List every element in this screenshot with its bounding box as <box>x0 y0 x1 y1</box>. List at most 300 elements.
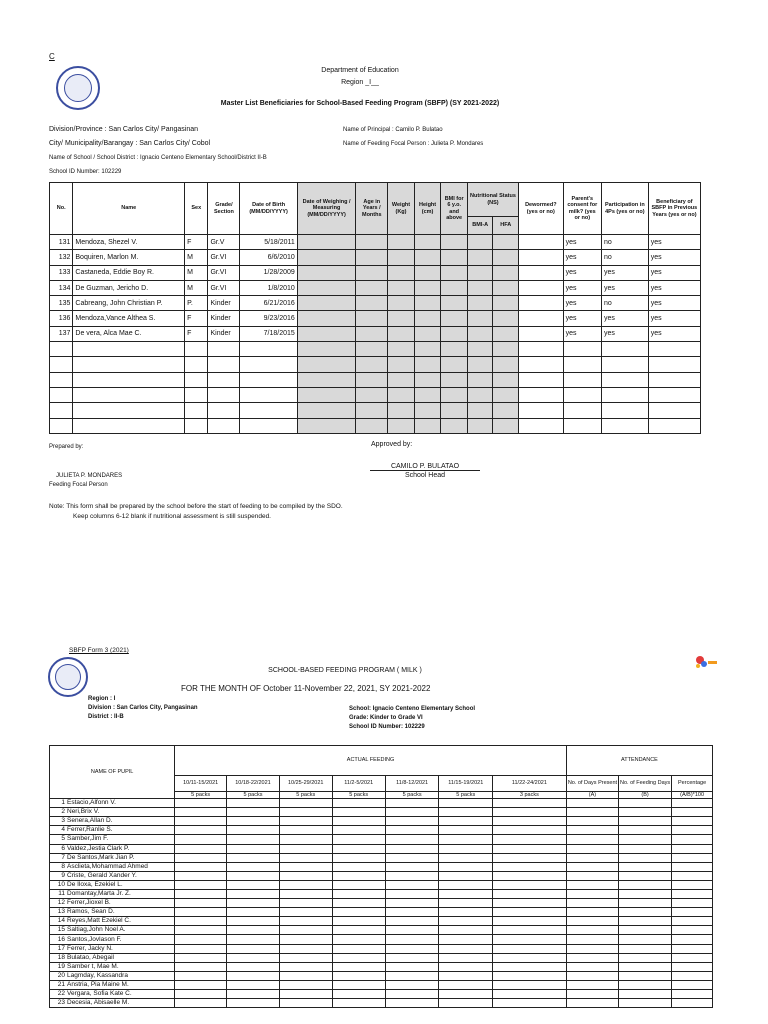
cell-empty <box>279 835 332 844</box>
prepared-by-label: Prepared by: <box>49 444 84 450</box>
pupil-number: 11 <box>58 890 65 898</box>
cell-empty <box>385 899 439 908</box>
cell-empty <box>385 844 439 853</box>
cell-empty <box>73 372 185 387</box>
division-label: Division : San Carlos City, Pangasinan <box>88 705 198 711</box>
packs-header: 5 packs <box>439 792 492 799</box>
pupil-number: 19 <box>57 962 65 970</box>
cell-empty <box>356 265 388 280</box>
cell-empty <box>388 403 415 418</box>
cell-empty <box>672 835 713 844</box>
cell-empty <box>619 962 672 971</box>
pupil-name: Criste, Gerald Xander Y. <box>67 871 137 879</box>
table-row-empty <box>50 357 701 372</box>
cell-empty <box>227 862 280 871</box>
cell-empty <box>439 935 492 944</box>
cell-empty <box>619 880 672 889</box>
cell-empty <box>566 808 618 817</box>
header-previous: Beneficiary of SBFP in Previous Years (yes or no) <box>648 183 700 235</box>
pupil-name: Samber t, Mae M. <box>67 962 119 970</box>
cell-empty <box>492 953 566 962</box>
municipality-line: City/ Municipality/Barangay : San Carlos City/ Cobol <box>49 140 211 147</box>
cell-empty <box>385 917 439 926</box>
cell-empty <box>619 862 672 871</box>
cell-empty <box>619 835 672 844</box>
cell-sex: M <box>185 265 208 280</box>
cell-empty <box>385 990 439 999</box>
cell-empty <box>175 908 227 917</box>
cell-empty <box>441 387 468 402</box>
cell-empty <box>227 953 280 962</box>
cell-empty <box>414 296 441 311</box>
cell-empty <box>297 372 356 387</box>
cell-empty <box>492 844 566 853</box>
cell-empty <box>492 871 566 880</box>
table-row <box>50 265 701 280</box>
deped-seal-icon-2 <box>48 657 88 697</box>
attendance-header: Percentage <box>672 776 713 792</box>
cell-empty <box>441 296 468 311</box>
cell-empty <box>566 844 618 853</box>
cell-empty <box>388 265 415 280</box>
cell-empty <box>332 962 385 971</box>
cell-empty <box>518 235 563 250</box>
pupil-name: Valdez,Jestia Clark P. <box>67 844 130 852</box>
cell-empty <box>279 799 332 808</box>
pupil-number: 21 <box>57 980 65 988</box>
table-row-empty <box>50 372 701 387</box>
cell-empty <box>566 889 618 898</box>
cell-empty <box>332 862 385 871</box>
pupil-name-cell <box>50 799 175 808</box>
cell-empty <box>50 372 73 387</box>
cell-dob: 6/21/2016 <box>240 296 297 311</box>
header-no: No. <box>50 183 73 235</box>
cell-empty <box>332 944 385 953</box>
pupil-row <box>50 889 713 898</box>
pupil-name-cell <box>50 917 175 926</box>
cell-empty <box>385 826 439 835</box>
cell-empty <box>492 917 566 926</box>
principal-line: Name of Principal : Camilo P. Bulatao <box>343 127 443 133</box>
pupil-number: 1 <box>61 799 65 807</box>
cell-empty <box>493 372 519 387</box>
pupil-row <box>50 917 713 926</box>
cell-empty <box>414 387 441 402</box>
attendance-header: No. of Feeding Days <box>619 776 672 792</box>
attendance-subheader: (B) <box>619 792 672 799</box>
cell-empty <box>356 418 388 433</box>
cell-empty <box>388 372 415 387</box>
cell-grade: Gr.VI <box>208 265 240 280</box>
cell-empty <box>240 418 297 433</box>
cell-empty <box>385 880 439 889</box>
cell-empty <box>227 935 280 944</box>
cell-fourps: yes <box>601 326 648 341</box>
cell-empty <box>297 235 356 250</box>
cell-empty <box>566 999 618 1008</box>
cell-empty <box>518 357 563 372</box>
district-label: District : II-B <box>88 714 124 720</box>
cell-empty <box>672 808 713 817</box>
cell-empty <box>467 265 493 280</box>
cell-empty <box>441 418 468 433</box>
cell-empty <box>672 944 713 953</box>
pupil-name: Saltiag,John Noel A. <box>67 926 126 934</box>
cell-empty <box>279 917 332 926</box>
cell-empty <box>467 296 493 311</box>
cell-previous: yes <box>648 235 700 250</box>
cell-empty <box>492 817 566 826</box>
pupil-name-cell <box>50 835 175 844</box>
pupil-row <box>50 862 713 871</box>
cell-empty <box>175 880 227 889</box>
header-dewormed: Dewormed? (yes or no) <box>518 183 563 235</box>
cell-empty <box>566 817 618 826</box>
cell-consent: yes <box>563 296 601 311</box>
cell-empty <box>297 326 356 341</box>
cell-empty <box>388 342 415 357</box>
cell-empty <box>439 835 492 844</box>
cell-empty <box>439 817 492 826</box>
cell-empty <box>185 342 208 357</box>
cell-sex: F <box>185 235 208 250</box>
cell-no: 132 <box>50 250 73 265</box>
cell-empty <box>467 311 493 326</box>
attendance-subheader: (A/B)*100 <box>672 792 713 799</box>
cell-empty <box>385 835 439 844</box>
cell-empty <box>385 862 439 871</box>
cell-empty <box>492 826 566 835</box>
pupil-name: Ramos, Sean D. <box>67 908 115 916</box>
cell-name: Cabreang, John Christian P. <box>73 296 185 311</box>
header-sex: Sex <box>185 183 208 235</box>
cell-empty <box>493 311 519 326</box>
pupil-row <box>50 799 713 808</box>
cell-grade: Kinder <box>208 311 240 326</box>
cell-empty <box>175 835 227 844</box>
cell-empty <box>441 250 468 265</box>
cell-previous: yes <box>648 280 700 295</box>
cell-empty <box>566 953 618 962</box>
cell-empty <box>467 372 493 387</box>
cell-empty <box>208 403 240 418</box>
cell-empty <box>566 990 618 999</box>
cell-empty <box>385 980 439 989</box>
cell-empty <box>441 235 468 250</box>
cell-empty <box>492 862 566 871</box>
cell-empty <box>493 418 519 433</box>
cell-empty <box>414 372 441 387</box>
cell-empty <box>439 953 492 962</box>
cell-empty <box>414 403 441 418</box>
pupil-name-cell <box>50 953 175 962</box>
cell-empty <box>279 990 332 999</box>
cell-empty <box>414 235 441 250</box>
cell-empty <box>208 387 240 402</box>
cell-empty <box>279 817 332 826</box>
cell-empty <box>175 944 227 953</box>
cell-empty <box>672 999 713 1008</box>
pupil-name: Domantay,Marta Jr. Z. <box>67 890 131 898</box>
attendance-header: No. of Days Present <box>566 776 618 792</box>
cell-empty <box>619 935 672 944</box>
cell-empty <box>185 372 208 387</box>
cell-empty <box>601 387 648 402</box>
pupil-row <box>50 944 713 953</box>
cell-empty <box>493 342 519 357</box>
cell-empty <box>227 971 280 980</box>
cell-empty <box>566 908 618 917</box>
pupil-name: Decesia, Abisaelle M. <box>67 999 130 1007</box>
cell-empty <box>439 917 492 926</box>
cell-empty <box>227 962 280 971</box>
cell-empty <box>356 387 388 402</box>
cell-empty <box>385 871 439 880</box>
pupil-number: 12 <box>57 899 65 907</box>
cell-empty <box>566 935 618 944</box>
pupil-name: Asclieta,Mohammad Ahmed <box>67 862 148 870</box>
pupil-row <box>50 826 713 835</box>
week-header: 11/22-24/2021 <box>492 776 566 792</box>
cell-previous: yes <box>648 326 700 341</box>
cell-empty <box>467 418 493 433</box>
cell-empty <box>185 387 208 402</box>
cell-empty <box>388 326 415 341</box>
cell-grade: Kinder <box>208 326 240 341</box>
cell-empty <box>619 817 672 826</box>
header-bmi: BMI for 6 y.o. and above <box>441 183 468 235</box>
cell-empty <box>227 853 280 862</box>
cell-empty <box>619 844 672 853</box>
table-row-empty <box>50 403 701 418</box>
pupil-number: 4 <box>61 826 65 834</box>
cell-empty <box>619 899 672 908</box>
cell-grade: Gr.VI <box>208 250 240 265</box>
cell-empty <box>648 357 700 372</box>
cell-grade: Gr.VI <box>208 280 240 295</box>
cell-empty <box>492 853 566 862</box>
header-nutritional-status: Nutritional Status (NS) <box>467 183 518 217</box>
cell-empty <box>279 880 332 889</box>
cell-empty <box>175 862 227 871</box>
cell-grade: Gr.V <box>208 235 240 250</box>
cell-empty <box>240 387 297 402</box>
cell-empty <box>563 387 601 402</box>
cell-empty <box>566 826 618 835</box>
cell-empty <box>672 962 713 971</box>
cell-empty <box>175 871 227 880</box>
cell-empty <box>332 817 385 826</box>
pupil-name: Bulatao, Abegail <box>67 953 114 961</box>
pupil-row <box>50 971 713 980</box>
header-hfa: HFA <box>493 217 519 235</box>
cell-empty <box>492 899 566 908</box>
pupil-row <box>50 990 713 999</box>
pupil-row <box>50 808 713 817</box>
pupil-name: Lagmday, Kassandra <box>67 971 128 979</box>
cell-fourps: yes <box>601 311 648 326</box>
pupil-number: 9 <box>61 871 65 879</box>
cell-empty <box>672 953 713 962</box>
cell-empty <box>356 326 388 341</box>
cell-sex: M <box>185 250 208 265</box>
cell-empty <box>227 835 280 844</box>
cell-empty <box>566 799 618 808</box>
school-district-line: Name of School / School District : Ignacio Centeno Elementary School/District II-B <box>49 155 267 161</box>
pupil-name-cell <box>50 808 175 817</box>
cell-consent: yes <box>563 250 601 265</box>
table-row-empty <box>50 342 701 357</box>
form-label: SBFP Form 3 (2021) <box>69 647 129 654</box>
cell-empty <box>492 990 566 999</box>
pupil-name: Samber,Jim F. <box>67 835 109 843</box>
cell-empty <box>50 357 73 372</box>
month-line: FOR THE MONTH OF October 11-November 22, 2021, SY 2021-2022 <box>181 684 431 693</box>
cell-empty <box>227 844 280 853</box>
region-line: Region _I__ <box>341 79 379 86</box>
table-row <box>50 235 701 250</box>
cell-empty <box>279 844 332 853</box>
cell-empty <box>439 844 492 853</box>
cell-empty <box>175 844 227 853</box>
department-name: Department of Education <box>321 67 399 74</box>
cell-empty <box>672 990 713 999</box>
cell-fourps: no <box>601 296 648 311</box>
cell-grade: Kinder <box>208 296 240 311</box>
cell-empty <box>332 999 385 1008</box>
cell-empty <box>388 280 415 295</box>
week-header: 10/18-22/2021 <box>227 776 280 792</box>
cell-empty <box>279 944 332 953</box>
cell-empty <box>518 418 563 433</box>
pupil-name: Ferrer, Jacky N. <box>67 944 113 952</box>
cell-empty <box>227 871 280 880</box>
cell-empty <box>566 971 618 980</box>
cell-empty <box>332 835 385 844</box>
week-header: 11/15-19/2021 <box>439 776 492 792</box>
cell-empty <box>493 250 519 265</box>
cell-empty <box>175 899 227 908</box>
cell-empty <box>279 889 332 898</box>
pupil-name: Reyes,Matt Ezekiel C. <box>67 917 131 925</box>
cell-empty <box>414 357 441 372</box>
cell-empty <box>441 357 468 372</box>
pupil-name-cell <box>50 899 175 908</box>
cell-empty <box>518 326 563 341</box>
cell-name: Mendoza,Vance Althea S. <box>73 311 185 326</box>
cell-empty <box>441 280 468 295</box>
note-line-1: Note: This form shall be prepared by the school before the start of feeding to be compiled by the SDO. <box>49 503 343 510</box>
packs-header: 5 packs <box>332 792 385 799</box>
cell-empty <box>467 403 493 418</box>
cell-empty <box>619 799 672 808</box>
cell-empty <box>332 953 385 962</box>
pupil-row <box>50 835 713 844</box>
pupil-name-cell <box>50 862 175 871</box>
header-name: Name <box>73 183 185 235</box>
header-name-of-pupil: NAME OF PUPIL <box>50 746 175 799</box>
cell-empty <box>227 908 280 917</box>
cell-empty <box>175 926 227 935</box>
cell-empty <box>175 990 227 999</box>
cell-empty <box>439 799 492 808</box>
cell-empty <box>414 311 441 326</box>
cell-empty <box>601 342 648 357</box>
pupil-number: 22 <box>57 990 65 998</box>
pupil-number: 10 <box>57 880 65 888</box>
cell-empty <box>240 342 297 357</box>
cell-empty <box>518 250 563 265</box>
cell-sex: P. <box>185 296 208 311</box>
cell-empty <box>492 944 566 953</box>
header-bmi-a: BMI-A <box>467 217 493 235</box>
week-header: 11/2-5/2021 <box>332 776 385 792</box>
cell-empty <box>385 817 439 826</box>
cell-empty <box>385 908 439 917</box>
pupil-name: Senera,Allan D. <box>67 817 113 825</box>
cell-empty <box>279 826 332 835</box>
pupil-name: Santos,Jovlason F. <box>67 935 122 943</box>
cell-empty <box>227 799 280 808</box>
cell-empty <box>175 799 227 808</box>
cell-empty <box>648 372 700 387</box>
table-row <box>50 280 701 295</box>
cell-empty <box>439 971 492 980</box>
cell-empty <box>356 342 388 357</box>
cell-empty <box>441 265 468 280</box>
cell-empty <box>672 880 713 889</box>
cell-empty <box>332 799 385 808</box>
header-grade: Grade/ Section <box>208 183 240 235</box>
cell-name: Boquiren, Marlon M. <box>73 250 185 265</box>
cell-empty <box>73 403 185 418</box>
table-row-empty <box>50 387 701 402</box>
cell-sex: M <box>185 280 208 295</box>
cell-empty <box>297 342 356 357</box>
approved-by-label: Approved by: <box>371 441 413 448</box>
pupil-row <box>50 899 713 908</box>
cell-empty <box>566 944 618 953</box>
cell-empty <box>332 871 385 880</box>
cell-empty <box>73 357 185 372</box>
pupil-number: 6 <box>61 844 65 852</box>
cell-empty <box>619 853 672 862</box>
cell-empty <box>672 971 713 980</box>
focal-person-line: Name of Feeding Focal Person : Julieta P. Mondares <box>343 141 484 147</box>
cell-dob: 1/28/2009 <box>240 265 297 280</box>
cell-empty <box>672 862 713 871</box>
cell-empty <box>439 808 492 817</box>
cell-fourps: yes <box>601 280 648 295</box>
pupil-name: De Iloxa, Ezekiel L. <box>67 880 123 888</box>
cell-empty <box>414 280 441 295</box>
cell-empty <box>467 250 493 265</box>
cell-empty <box>518 311 563 326</box>
cell-empty <box>385 935 439 944</box>
cell-empty <box>601 357 648 372</box>
cell-empty <box>672 799 713 808</box>
pupil-number: 7 <box>61 853 65 861</box>
pupil-number: 17 <box>57 944 65 952</box>
packs-header: 5 packs <box>175 792 227 799</box>
cell-empty <box>467 235 493 250</box>
cell-empty <box>356 311 388 326</box>
pupil-name-cell <box>50 880 175 889</box>
cell-empty <box>175 889 227 898</box>
cell-empty <box>566 880 618 889</box>
cell-name: De Guzman, Jericho D. <box>73 280 185 295</box>
